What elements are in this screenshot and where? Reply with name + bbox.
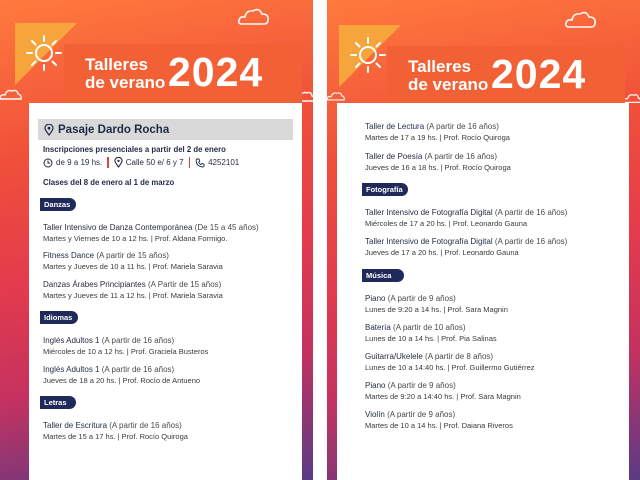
workshop-ages: (A partir de 9 años) bbox=[387, 381, 456, 390]
workshop-name: Taller de Poesía bbox=[365, 152, 423, 161]
workshop-name: Piano bbox=[365, 381, 386, 390]
workshop-schedule: Martes de 15 a 17 hs. | Prof. Rocío Quiroga bbox=[43, 432, 188, 441]
phone-icon bbox=[195, 158, 205, 168]
workshop-schedule: Martes y Jueves de 10 a 11 hs. | Prof. Mariela Saravia bbox=[43, 262, 223, 271]
workshop-title bbox=[43, 280, 221, 289]
title-line-1: Talleres bbox=[408, 57, 472, 76]
title-block bbox=[408, 58, 488, 94]
workshop-schedule: Martes de 10 a 14 hs. | Prof. Daiana Riveros bbox=[365, 421, 513, 430]
right-poster bbox=[327, 0, 640, 480]
cloud-icon bbox=[238, 6, 270, 26]
header-band bbox=[387, 46, 625, 106]
section-label-danzas: Danzas bbox=[40, 198, 76, 211]
workshop-schedule: Martes de 17 a 19 hs. | Prof. Rocío Quiroga bbox=[365, 133, 510, 142]
workshop-ages: (A partir de 16 años) bbox=[424, 152, 498, 161]
workshop-title bbox=[43, 251, 169, 260]
cloud-icon bbox=[0, 86, 22, 100]
workshop-name: Taller Intensivo de Danza Contemporánea bbox=[43, 223, 193, 232]
section-label-letras: Letras bbox=[40, 396, 76, 409]
workshop-title bbox=[365, 381, 456, 390]
workshop-name: Fitness Dance bbox=[43, 251, 95, 260]
workshop-schedule: Jueves de 17 a 20 hs. | Prof. Leonardo Gauna bbox=[365, 248, 519, 257]
workshop-schedule: Martes y Jueves de 11 a 12 hs. | Prof. Mariela Saravia bbox=[43, 291, 223, 300]
workshop-title bbox=[365, 152, 497, 161]
map-pin-icon bbox=[44, 124, 54, 136]
workshop-name: Taller Intensivo de Fotografía Digital bbox=[365, 208, 493, 217]
location-name: Pasaje Dardo Rocha bbox=[58, 123, 170, 136]
section-label-idiomas: Idiomas bbox=[40, 311, 78, 324]
hours-text: de 9 a 19 hs. bbox=[56, 158, 103, 167]
workshop-ages: (A partir de 16 años) bbox=[109, 421, 182, 430]
sun-icon bbox=[25, 34, 63, 72]
content-card bbox=[29, 103, 302, 480]
registration-text: Inscripciones presenciales a partir del 2 de enero bbox=[43, 145, 226, 154]
phone-text: 4252101 bbox=[208, 158, 240, 167]
content-card bbox=[337, 103, 629, 480]
section-label-fotografia: Fotografía bbox=[362, 183, 408, 196]
workshop-name: Guitarra/Ukelele bbox=[365, 352, 423, 361]
workshop-title bbox=[365, 410, 455, 419]
workshop-title bbox=[365, 237, 567, 246]
workshop-schedule: Martes y Viernes de 10 a 12 hs. | Prof. Aldana Formigo. bbox=[43, 234, 228, 243]
workshop-name: Taller de Lectura bbox=[365, 122, 425, 131]
workshop-name: Danzas Árabes Principiantes bbox=[43, 280, 146, 289]
left-poster bbox=[0, 0, 313, 480]
workshop-ages: (A partir de 16 años) bbox=[494, 208, 568, 217]
divider bbox=[189, 157, 191, 168]
header-band bbox=[64, 44, 302, 104]
divider bbox=[107, 157, 109, 168]
title-block bbox=[85, 56, 165, 92]
workshop-name: Piano bbox=[365, 294, 386, 303]
workshop-title bbox=[43, 336, 174, 345]
workshop-title bbox=[43, 223, 259, 232]
sun-icon bbox=[349, 36, 387, 74]
workshop-schedule: Lunes de 10 a 14 hs. | Prof. Pia Salinas bbox=[365, 334, 497, 343]
workshop-title bbox=[365, 208, 567, 217]
workshop-schedule: Jueves de 16 a 18 hs. | Prof. Rocío Quiroga bbox=[365, 163, 511, 172]
workshop-schedule: Lunes de 10 a 14:40 hs. | Prof. Guillermo Gutiérrez bbox=[365, 363, 535, 372]
workshop-ages: (A partir de 16 años) bbox=[101, 365, 175, 374]
workshop-schedule: Martes de 9:20 a 14:40 hs. | Prof. Sara Magnin bbox=[365, 392, 521, 401]
classes-dates: Clases del 8 de enero al 1 de marzo bbox=[43, 178, 175, 187]
workshop-ages: (A partir de 8 años) bbox=[425, 352, 494, 361]
workshop-ages: (A partir de 16 años) bbox=[426, 122, 499, 131]
address-text: Calle 50 e/ 6 y 7 bbox=[125, 158, 184, 167]
workshop-name: Taller Intensivo de Fotografía Digital bbox=[365, 237, 493, 246]
workshop-title bbox=[43, 421, 182, 430]
section-label-musica: Música bbox=[362, 269, 404, 282]
map-pin-icon bbox=[114, 157, 123, 168]
year-title: 2024 bbox=[491, 51, 587, 97]
workshop-name: Inglés Adultos 1 bbox=[43, 336, 100, 345]
workshop-name: Violín bbox=[365, 410, 385, 419]
workshop-schedule: Lunes de 9:20 a 14 hs. | Prof. Sara Magnin bbox=[365, 305, 508, 314]
title-line-2: de verano bbox=[408, 75, 489, 94]
workshop-name: Taller de Escritura bbox=[43, 421, 108, 430]
workshop-ages: (A partir de 10 años) bbox=[393, 323, 466, 332]
workshop-schedule: Miércoles de 10 a 12 hs. | Prof. Graciela Busteros bbox=[43, 347, 209, 356]
workshop-ages: (A partir de 9 años) bbox=[387, 410, 456, 419]
location-bar bbox=[38, 119, 293, 140]
workshop-title bbox=[365, 294, 456, 303]
workshop-ages: (A partir de 9 años) bbox=[387, 294, 456, 303]
year-title: 2024 bbox=[168, 49, 264, 95]
workshop-schedule: Miércoles de 17 a 20 hs. | Prof. Leonardo Gauna bbox=[365, 219, 528, 228]
workshop-ages: (A partir de 16 años) bbox=[101, 336, 175, 345]
workshop-name: Inglés Adultos 1 bbox=[43, 365, 100, 374]
workshop-title bbox=[365, 122, 499, 131]
workshop-title bbox=[365, 323, 466, 332]
cloud-icon bbox=[623, 90, 640, 104]
workshop-ages: (A Partir de 15 años) bbox=[147, 280, 222, 289]
cloud-icon bbox=[327, 88, 345, 102]
workshop-title bbox=[43, 365, 174, 374]
clock-icon bbox=[43, 158, 53, 168]
workshop-ages: (A partir de 16 años) bbox=[494, 237, 568, 246]
workshop-schedule: Jueves de 18 a 20 hs. | Prof. Rocío de Antueno bbox=[43, 376, 201, 385]
info-row bbox=[43, 157, 239, 168]
cloud-icon bbox=[565, 9, 597, 29]
workshop-name: Batería bbox=[365, 323, 391, 332]
workshop-title bbox=[365, 352, 493, 361]
title-line-2: de verano bbox=[85, 73, 166, 92]
workshop-ages: (De 15 a 45 años) bbox=[194, 223, 259, 232]
workshop-ages: (A partir de 15 años) bbox=[96, 251, 169, 260]
title-line-1: Talleres bbox=[85, 55, 149, 74]
